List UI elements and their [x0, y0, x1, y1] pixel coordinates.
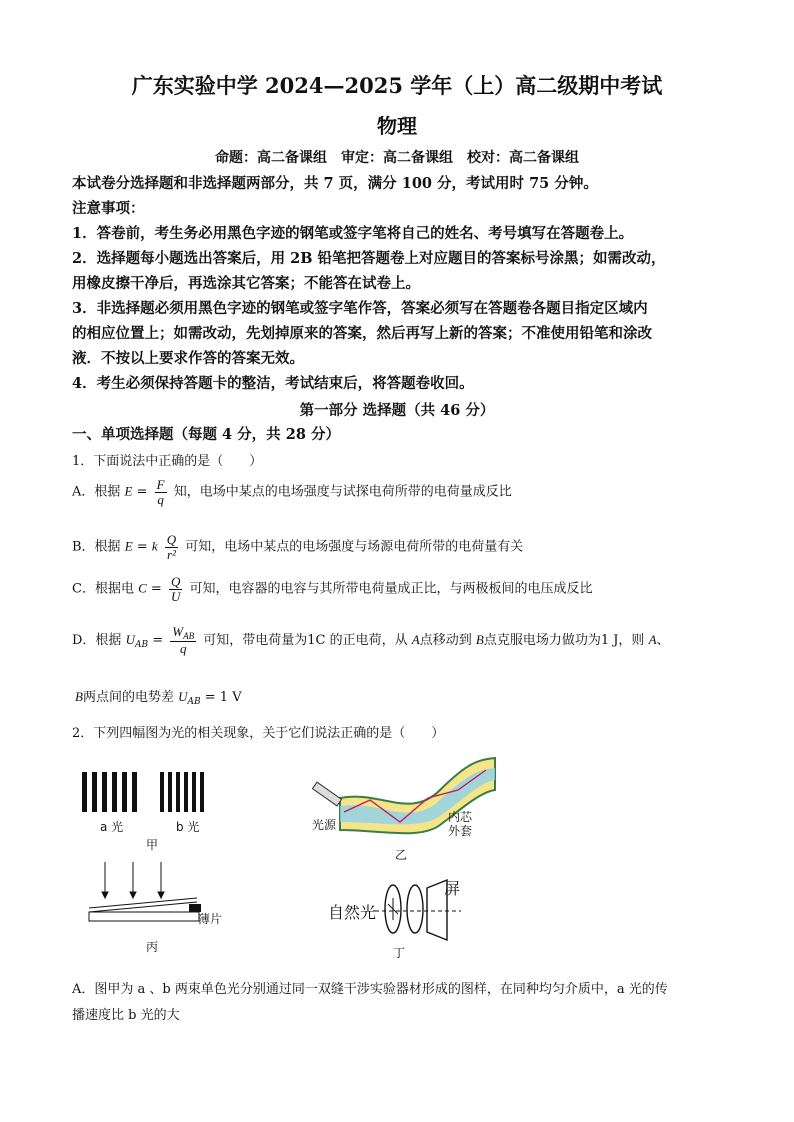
- exam-title: 广东实验中学 2024—2025 学年（上）高二级期中考试: [131, 73, 663, 98]
- exam-subject: 物理: [377, 114, 417, 138]
- q1-option-a: A．根据 E = $\frac{F}{q}$ 知，电场中某点的电场强度与试探电荷所带的电荷量成反比: [72, 477, 512, 507]
- fig-jia-caption: 甲: [146, 838, 159, 852]
- fig-yi-label-core: 内芯: [448, 810, 473, 824]
- fig-yi-label-source: 光源: [312, 818, 337, 832]
- exam-meta: 命题：高二备课组 审定：高二备课组 校对：高二备课组: [215, 150, 579, 166]
- fig-jia-label-b: b 光: [176, 820, 200, 834]
- section-single-choice: 一、单项选择题（每题 4 分，共 28 分）: [72, 426, 340, 443]
- q1-stem: 1．下面说法中正确的是（ ）: [72, 454, 263, 469]
- notice-intro: 本试卷分选择题和非选择题两部分，共 7 页，满分 100 分，考试用时 75 分钟。: [72, 175, 598, 192]
- q1-option-d-line-1: D．根据 $U_{AB}$ = $\frac{W_{AB}}{q}$ 可知，带电荷量为1C 的正电荷，从 A点移动到 B点克服电场力做功为1 J，则 A、: [72, 624, 670, 657]
- notice-item-3-line-3: 液．不按以上要求作答的答案无效。: [72, 350, 304, 367]
- notice-item-1: 1．答卷前，考生务必用黑色字迹的钢笔或签字笔将自己的姓名、考号填写在答题卷上。: [72, 225, 634, 242]
- notice-item-2-line-1: 2．选择题每小题选出答案后，用 2B 铅笔把答题卷上对应题目的答案标号涂黑；如需改动，: [72, 250, 666, 267]
- q2-option-a-line-1: A．图甲为 a 、b 两束单色光分别通过同一双缝干涉实验器材形成的图样，在同种均匀介质中，a 光的传: [72, 982, 668, 997]
- q2-option-a-line-2: 播速度比 b 光的大: [72, 1008, 180, 1023]
- fig-yi-caption: 乙: [395, 848, 408, 862]
- q2-stem: 2．下列四幅图为光的相关现象，关于它们说法正确的是（ ）: [72, 726, 445, 741]
- q1-option-d-line-2: B两点间的电势差 $U_{AB} = 1$ V: [75, 689, 242, 707]
- notice-item-2-line-2: 用橡皮擦干净后，再选涂其它答案；不能答在试卷上。: [72, 275, 420, 292]
- fig-jia-fringes: [80, 772, 220, 812]
- notice-item-3-line-2: 的相应位置上；如需改动，先划掉原来的答案，然后再写上新的答案；不准使用铅笔和涂改: [72, 325, 652, 342]
- fig-yi-label-clad: 外套: [448, 824, 473, 838]
- notice-heading: 注意事项：: [72, 200, 145, 217]
- fig-bing-caption: 丙: [146, 940, 159, 954]
- part1-title: 第一部分 选择题（共 46 分）: [299, 402, 495, 419]
- q1-option-c: C．根据电 C = $\frac{Q}{U}$ 可知，电容器的电容与其所带电荷量成正比，与两极板间的电压成反比: [72, 574, 593, 604]
- fig-bing-label-sheet: 薄片: [198, 912, 223, 926]
- notice-item-4: 4．考生必须保持答题卡的整洁，考试结束后，将答题卷收回。: [72, 375, 474, 392]
- q1-option-b: B．根据 E = k $\frac{Q}{\text{r²}}$ 可知，电场中某点的电场强度与场源电荷所带的电荷量有关: [72, 532, 524, 562]
- fig-ding-label-screen: 屏: [444, 879, 461, 898]
- fig-jia-label-a: a 光: [100, 820, 124, 834]
- notice-item-3-line-1: 3．非选择题必须用黑色字迹的钢笔或签字笔作答，答案必须写在答题卷各题目指定区域内: [72, 300, 648, 317]
- fig-ding-label-natural: 自然光: [328, 903, 377, 922]
- fig-ding-caption: 丁: [393, 946, 406, 960]
